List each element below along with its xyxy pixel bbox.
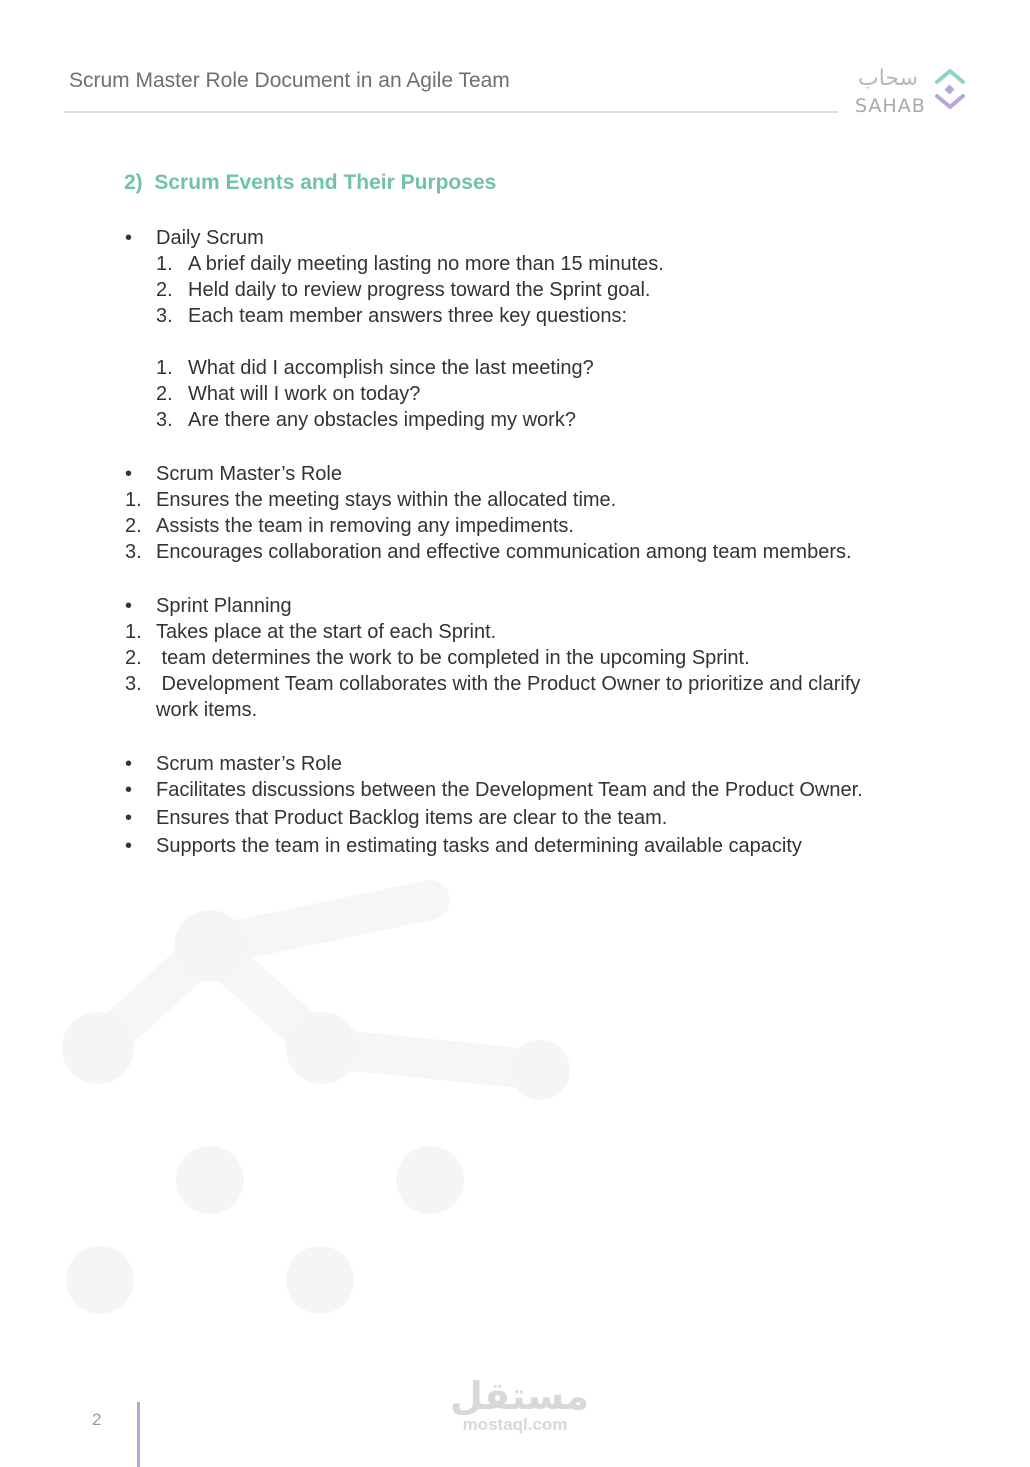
mostaql-url-text: mostaql.com	[462, 1415, 568, 1434]
list-marker: 3.	[156, 409, 173, 431]
list-item-text: Each team member answers three key questions:	[188, 305, 628, 327]
list-item-text: What did I accomplish since the last meeting?	[188, 357, 594, 379]
list-item-text: Encourages collaboration and effective communication among team members.	[156, 541, 852, 563]
list-marker: 3.	[125, 673, 142, 695]
list-marker: 2.	[156, 383, 173, 405]
list-item-text: Ensures the meeting stays within the allocated time.	[156, 489, 617, 511]
section-title: Scrum Events and Their Purposes	[154, 171, 497, 194]
list-marker: 2.	[156, 279, 173, 301]
sahab-logo-icon	[934, 68, 966, 118]
background-network-icon	[40, 860, 600, 1340]
list-marker: 1.	[125, 489, 142, 511]
list-item-continuation: work items.	[156, 699, 258, 721]
header-title: Scrum Master Role Document in an Agile Team	[69, 69, 510, 92]
list-heading-scrum-master-role: • Scrum Master’s Role	[156, 461, 342, 487]
list-item-text: team determines the work to be completed in the upcoming Sprint.	[156, 647, 750, 669]
list-item-text: Are there any obstacles impeding my work?	[188, 409, 576, 431]
list-marker: 1.	[156, 253, 173, 275]
list-item: • Ensures that Product Backlog items are clear to the team.	[156, 805, 667, 831]
list-item-text: Development Team collaborates with the Product Owner to prioritize and clarify	[156, 673, 861, 695]
logo-english-text: SAHAB	[855, 95, 926, 117]
list-item: • Facilitates discussions between the Development Team and the Product Owner.	[156, 777, 863, 803]
list-heading-scrum-master-role: • Scrum master’s Role	[156, 751, 342, 777]
list-heading-sprint-planning: • Sprint Planning	[156, 593, 292, 619]
page-number-divider	[137, 1402, 140, 1467]
sahab-logo	[852, 66, 972, 122]
list-marker: 1.	[156, 357, 173, 379]
list-item-text: A brief daily meeting lasting no more than 15 minutes.	[188, 253, 664, 275]
mostaql-arabic-text: مستقل	[450, 1374, 589, 1418]
list-item: • Supports the team in estimating tasks and determining available capacity	[156, 833, 802, 859]
list-item-text: Held daily to review progress toward the Sprint goal.	[188, 279, 651, 301]
list-marker: 3.	[125, 541, 142, 563]
list-item-text: Takes place at the start of each Sprint.	[156, 621, 497, 643]
section-heading	[124, 171, 496, 195]
section-number: 2)	[124, 171, 143, 194]
list-marker: 3.	[156, 305, 173, 327]
logo-arabic-text: سحاب	[858, 66, 919, 91]
list-heading-daily-scrum: • Daily Scrum	[156, 225, 264, 251]
list-marker: 2.	[125, 647, 142, 669]
list-item-text: What will I work on today?	[188, 383, 421, 405]
list-item-text: Assists the team in removing any impediments.	[156, 515, 574, 537]
list-marker: 2.	[125, 515, 142, 537]
header-divider	[64, 111, 838, 113]
list-marker: 1.	[125, 621, 142, 643]
page-number: 2	[92, 1410, 102, 1429]
mostaql-watermark	[450, 1374, 589, 1434]
